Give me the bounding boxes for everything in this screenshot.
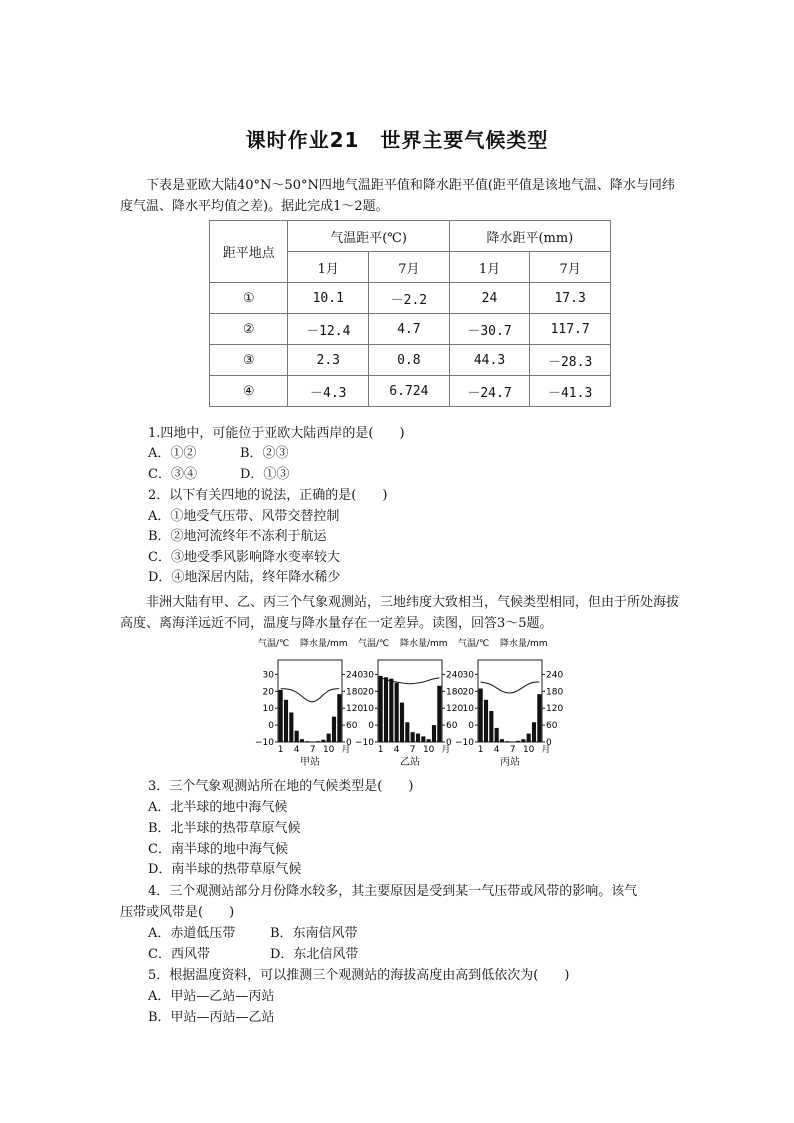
precip-tick-label: 120 (546, 704, 564, 715)
q4-option-b: B．东南信风带 (270, 926, 358, 941)
precip-bar (311, 741, 315, 742)
value-cell: 24 (449, 283, 530, 314)
precip-bar (305, 741, 309, 742)
month-header: 7月 (530, 252, 611, 283)
value-cell: －24.7 (449, 376, 530, 407)
temp-tick-label: 10 (362, 704, 374, 715)
precip-bar (421, 736, 425, 742)
question-2-stem: 2．以下有关四地的说法，正确的是( ) (148, 488, 388, 503)
precip-bar (511, 741, 515, 742)
q4-option-d: D．东北信风带 (270, 947, 359, 962)
climate-chart-bing (455, 636, 570, 771)
x-tick-label: 4 (393, 745, 400, 755)
temp-tick-label: 10 (462, 704, 474, 715)
climate-chart-svg (455, 636, 570, 771)
x-tick-label: 1 (377, 745, 384, 755)
precip-tick-label: 60 (346, 721, 358, 732)
precip-bar (332, 717, 336, 742)
x-tick-label: 10 (322, 745, 335, 755)
precip-tick-label: 120 (446, 704, 464, 715)
q2-option-a: A．①地受气压带、风带交替控制 (148, 509, 340, 524)
y-axis-left-label: 气温/℃ (358, 639, 390, 649)
q1-option-b: B．②③ (240, 446, 289, 461)
x-tick-label: 7 (309, 745, 316, 755)
precip-bar (527, 734, 531, 742)
precip-bar (389, 679, 393, 742)
q4-option-a: A．赤道低压带 (148, 926, 236, 941)
question-5-stem: 5．根据温度资料，可以推测三个观测站的海拔高度由高到低依次为( ) (148, 968, 570, 983)
value-cell: －2.2 (369, 283, 450, 314)
precip-bar (500, 739, 504, 742)
precip-bar (284, 700, 288, 742)
precip-tick-label: 60 (446, 721, 458, 732)
precip-tick-label: 240 (446, 670, 464, 681)
temp-tick-label: 0 (268, 721, 274, 732)
value-cell: －41.3 (530, 376, 611, 407)
x-axis-unit-label: 月 (541, 745, 551, 755)
climate-chart-jia (255, 636, 370, 771)
q3-option-a: A．北半球的地中海气候 (148, 800, 288, 815)
table-row (210, 283, 611, 314)
x-tick-label: 10 (522, 745, 535, 755)
precip-bar (289, 712, 293, 742)
q2-option-b: B．②地河流终年不冻利于航运 (148, 529, 327, 544)
value-cell: －28.3 (530, 345, 611, 376)
value-cell: 10.1 (288, 283, 369, 314)
x-tick-label: 4 (293, 745, 300, 755)
precip-bar (316, 741, 320, 742)
value-cell: －30.7 (449, 314, 530, 345)
precip-bar (400, 703, 404, 742)
precip-bar (495, 728, 499, 742)
question-4-stem-line1: 4．三个观测站部分月份降水较多，其主要原因是受到某一气压带或风带的影响。该气 (148, 884, 638, 899)
precip-bar (405, 722, 409, 742)
y-axis-left-label: 气温/℃ (458, 639, 490, 649)
value-cell: 0.8 (369, 345, 450, 376)
q1-option-d: D．①③ (240, 467, 290, 482)
month-header: 1月 (288, 252, 369, 283)
precip-bar (395, 683, 399, 742)
value-cell: 117.7 (530, 314, 611, 345)
q4-option-c: C．西风带 (148, 947, 210, 962)
precip-bar (437, 686, 441, 742)
precip-bar (484, 700, 488, 742)
q3-option-c: C．南半球的地中海气候 (148, 842, 288, 857)
q3-option-d: D．南半球的热带草原气候 (148, 862, 302, 877)
place-cell: ④ (210, 376, 288, 407)
value-cell: －4.3 (288, 376, 369, 407)
precip-bar (521, 739, 525, 742)
precip-anomaly-header: 降水距平(mm) (449, 221, 610, 252)
temp-anomaly-header: 气温距平(℃) (288, 221, 449, 252)
q1-option-a: A．①② (148, 446, 197, 461)
precip-tick-label: 180 (546, 687, 564, 698)
station-name: 丙站 (500, 757, 520, 768)
x-tick-label: 10 (422, 745, 435, 755)
q5-option-b: B．甲站—丙站—乙站 (148, 1010, 275, 1025)
q5-option-a: A．甲站—乙站—丙站 (148, 989, 275, 1004)
temp-tick-label: 0 (468, 721, 474, 732)
station-name: 甲站 (300, 757, 320, 768)
value-cell: 4.7 (369, 314, 450, 345)
question-4-stem-line2: 压带或风带是( ) (120, 905, 235, 920)
climate-chart-svg (355, 636, 470, 771)
value-cell: 2.3 (288, 345, 369, 376)
value-cell: －12.4 (288, 314, 369, 345)
month-header: 7月 (369, 252, 450, 283)
precip-bar (411, 732, 415, 742)
precip-bar (279, 690, 283, 742)
value-cell: 44.3 (449, 345, 530, 376)
temp-tick-label: 0 (368, 721, 374, 732)
temp-tick-label: 20 (262, 687, 274, 698)
intro-paragraph-1: 下表是亚欧大陆40°N～50°N四地气温距平值和降水距平值(距平值是该地气温、降水与同纬度气温、降水平均值之差)。据此完成1～2题。 (120, 178, 675, 214)
precip-bar (379, 676, 383, 742)
precip-bar (505, 741, 509, 742)
precip-bar (300, 739, 304, 742)
table-row (210, 314, 611, 345)
precip-bar (479, 689, 483, 742)
temperature-curve (481, 682, 540, 693)
precip-tick-label: 180 (346, 687, 364, 698)
y-axis-right-label: 降水量/mm (400, 639, 448, 649)
x-axis-unit-label: 月 (441, 745, 451, 755)
month-header: 1月 (449, 252, 530, 283)
temp-tick-label: 10 (262, 704, 274, 715)
precip-bar (384, 677, 388, 742)
table-row (210, 345, 611, 376)
place-cell: ① (210, 283, 288, 314)
question-1-stem: 1.四地中，可能位于亚欧大陆西岸的是( ) (148, 426, 405, 441)
anomaly-table (209, 220, 611, 407)
precip-tick-label: 0 (446, 738, 452, 748)
precip-tick-label: 180 (446, 687, 464, 698)
precip-bar (537, 694, 541, 742)
place-cell: ③ (210, 345, 288, 376)
x-axis-unit-label: 月 (341, 745, 351, 755)
x-tick-label: 1 (477, 745, 484, 755)
precip-tick-label: 240 (546, 670, 564, 681)
precip-bar (432, 725, 436, 742)
x-tick-label: 7 (409, 745, 416, 755)
intro-paragraph-2: 非洲大陆有甲、乙、丙三个气象观测站，三地纬度大致相当，气候类型相同，但由于所处海拔高度、离海洋远近不同，温度与降水量存在一定差异。读图，回答3～5题。 (120, 595, 680, 631)
value-cell: 17.3 (530, 283, 611, 314)
temp-tick-label: 30 (462, 670, 474, 681)
climate-chart-yi (355, 636, 470, 771)
precip-bar (327, 734, 331, 742)
place-cell: ② (210, 314, 288, 345)
precip-tick-label: 0 (546, 738, 552, 748)
precip-bar (532, 722, 536, 742)
temp-tick-label: 20 (462, 687, 474, 698)
question-3-stem: 3．三个气象观测站所在地的气候类型是( ) (148, 779, 414, 794)
precip-bar (337, 694, 341, 742)
q1-option-c: C．③④ (148, 467, 197, 482)
y-axis-right-label: 降水量/mm (500, 639, 548, 649)
x-tick-label: 1 (277, 745, 284, 755)
temperature-curve (281, 689, 340, 702)
x-tick-label: 4 (493, 745, 500, 755)
precip-tick-label: 60 (546, 721, 558, 732)
temp-tick-label: 20 (362, 687, 374, 698)
temp-tick-label: −10 (255, 738, 274, 748)
y-axis-left-label: 气温/℃ (258, 639, 290, 649)
precip-tick-label: 0 (346, 738, 352, 748)
value-cell: 6.724 (369, 376, 450, 407)
climate-chart-svg (255, 636, 370, 771)
precip-bar (427, 739, 431, 742)
precip-bar (321, 740, 325, 742)
temp-tick-label: 30 (262, 670, 274, 681)
y-axis-right-label: 降水量/mm (300, 639, 348, 649)
precip-bar (416, 734, 420, 742)
temp-tick-label: 30 (362, 670, 374, 681)
precip-bar (295, 731, 299, 742)
q2-option-c: C．③地受季风影响降水变率较大 (148, 550, 340, 565)
precip-bar (516, 741, 520, 742)
x-tick-label: 7 (509, 745, 516, 755)
precip-tick-label: 240 (346, 670, 364, 681)
precip-tick-label: 120 (346, 704, 364, 715)
temp-tick-label: −10 (455, 738, 474, 748)
station-name: 乙站 (400, 757, 420, 768)
page-title: 课时作业21 世界主要气候类型 (245, 128, 549, 152)
q2-option-d: D．④地深居内陆，终年降水稀少 (148, 570, 341, 585)
q3-option-b: B．北半球的热带草原气候 (148, 821, 301, 836)
table-row (210, 376, 611, 407)
temp-tick-label: −10 (355, 738, 374, 748)
table-corner-header: 距平地点 (210, 221, 288, 283)
precip-bar (489, 711, 493, 742)
